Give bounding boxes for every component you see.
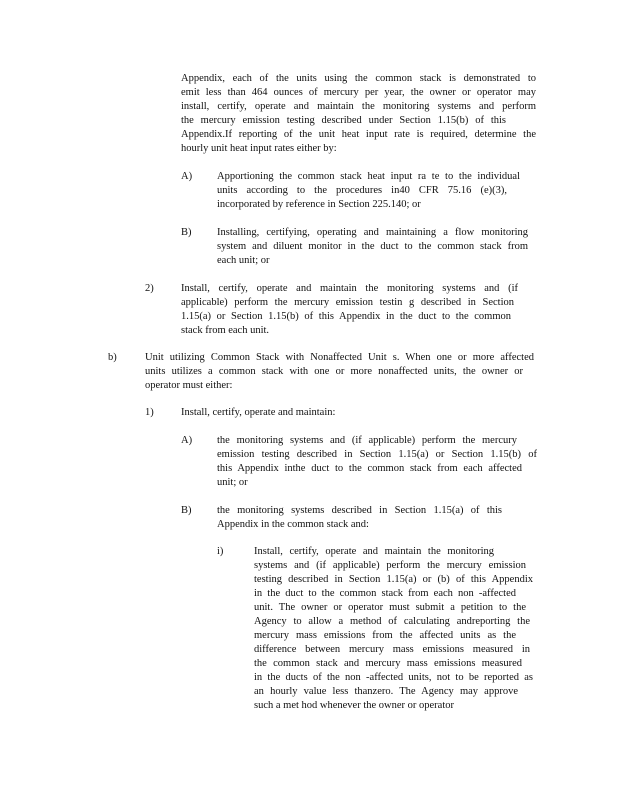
item-b1b-paragraph: [217, 504, 502, 532]
text-line: the common stack and mercury mass emissions measured: [254, 658, 522, 669]
text-line: the monitoring systems described in Section 1.15(a) of this: [217, 505, 502, 516]
text-line: Install, certify, operate and maintain:: [181, 407, 336, 418]
text-line: difference between mercury mass emissions measured in: [254, 644, 530, 655]
text-line: Appendix in the common stack and:: [217, 519, 369, 530]
text-line: mercury mass emissions from the affected units as the: [254, 630, 516, 641]
text-line: units according to the procedures in40 CFR 75.16 (e)(3),: [217, 185, 507, 196]
text-line: an hourly value less thanzero. The Agency may approve: [254, 686, 518, 697]
text-line: incorporated by reference in Section 225.140; or: [217, 199, 421, 210]
text-line: install, certify, operate and maintain the monitoring systems and perform: [181, 101, 536, 112]
item-label: i): [217, 546, 224, 557]
item-label: b): [108, 352, 117, 363]
intro-paragraph: [181, 72, 536, 156]
text-line: the mercury emission testing described under Section 1.15(b) of this: [181, 115, 506, 126]
text-line: Install, certify, operate and maintain the monitoring: [254, 546, 494, 557]
text-line: Unit utilizing Common Stack with Nonaffected Unit s. When one or more affected: [145, 352, 534, 363]
item-b-paragraph: [217, 226, 528, 268]
item-a-paragraph: [217, 170, 520, 212]
item-b1bi-paragraph: [254, 545, 533, 713]
text-line: emission testing described in Section 1.15(a) or Section 1.15(b) of: [217, 449, 537, 460]
text-line: Install, certify, operate and maintain the monitoring systems and (if: [181, 283, 518, 294]
text-line: the monitoring systems and (if applicable) perform the mercury: [217, 435, 517, 446]
text-line: in the ducts of the non -affected units, not to be reported as: [254, 672, 533, 683]
text-line: applicable) perform the mercury emission testin g described in Section: [181, 297, 514, 308]
text-line: 1.15(a) or Section 1.15(b) of this Appendix in the duct to the common: [181, 311, 511, 322]
text-line: Appendix.If reporting of the unit heat input rate is required, determine the: [181, 129, 536, 140]
text-line: each unit; or: [217, 255, 270, 266]
text-line: Apportioning the common stack heat input ra te to the individual: [217, 171, 520, 182]
item-label: A): [181, 435, 193, 446]
text-line: this Appendix inthe duct to the common stack from each affected: [217, 463, 522, 474]
text-line: system and diluent monitor in the duct to the common stack from: [217, 241, 528, 252]
text-line: emit less than 464 ounces of mercury per year, the owner or operator may: [181, 87, 536, 98]
item-b1-paragraph: [181, 406, 381, 420]
text-line: unit. The owner or operator must submit a petition to the: [254, 602, 526, 613]
text-line: hourly unit heat input rates either by:: [181, 143, 337, 154]
item-label: 1): [145, 407, 154, 418]
item-b-section-paragraph: [145, 351, 534, 393]
text-line: Appendix, each of the units using the common stack is demonstrated to: [181, 73, 536, 84]
text-line: Installing, certifying, operating and maintaining a flow monitoring: [217, 227, 528, 238]
text-line: systems and (if applicable) perform the mercury emission: [254, 560, 526, 571]
text-line: in the duct to the common stack from each non -affected: [254, 588, 516, 599]
item-b1a-paragraph: [217, 434, 537, 490]
item-label: A): [181, 171, 193, 182]
text-line: testing described in Section 1.15(a) or (b) of this Appendix: [254, 574, 533, 585]
item-label: B): [181, 505, 192, 516]
text-line: stack from each unit.: [181, 325, 270, 336]
item-2-paragraph: [181, 282, 518, 338]
text-line: units utilizes a common stack with one or more nonaffected units, the owner or: [145, 366, 523, 377]
text-line: operator must either:: [145, 380, 233, 391]
item-label: B): [181, 227, 192, 238]
text-line: Agency to allow a method of calculating andreporting the: [254, 616, 530, 627]
text-line: such a met hod whenever the owner or operator: [254, 700, 455, 711]
item-label: 2): [145, 283, 154, 294]
text-line: unit; or: [217, 477, 248, 488]
